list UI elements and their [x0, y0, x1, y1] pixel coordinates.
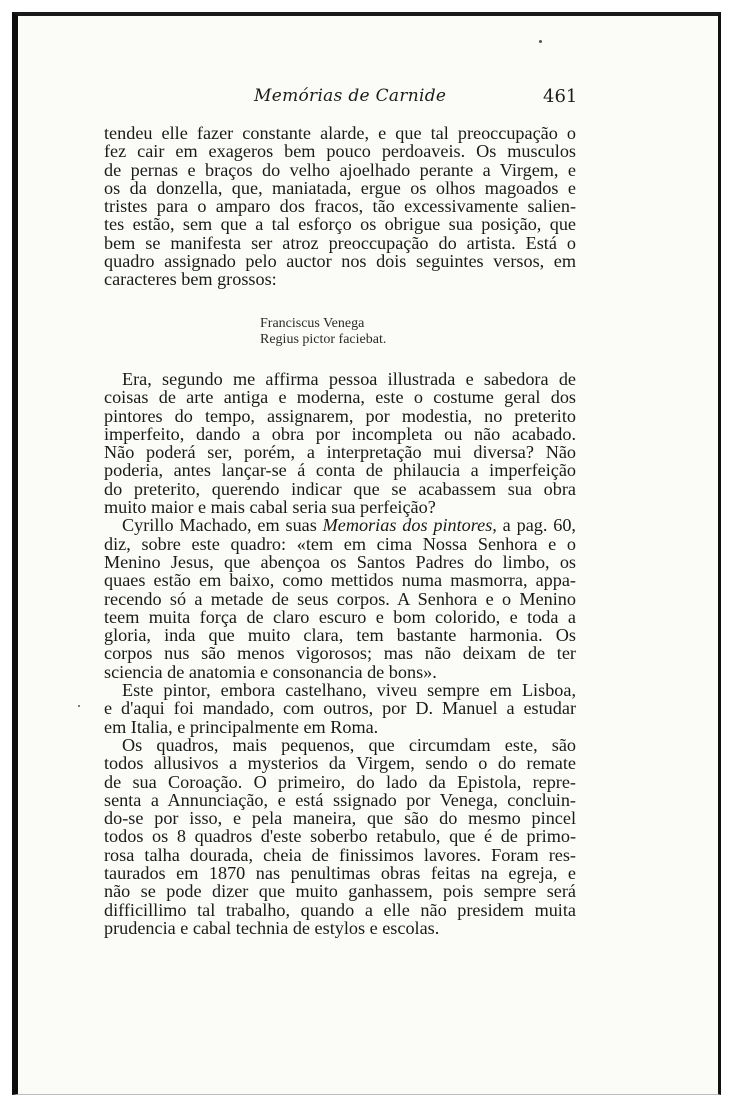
text-line: de sua Coroação. O primeiro, do lado da Epistola, repre-: [104, 771, 576, 792]
text-line: quaes estão em baixo, como mettidos numa masmorra, appa-: [104, 570, 576, 591]
running-head: [0, 86, 733, 110]
paragraph-1: [104, 124, 576, 289]
text-line: Este pintor, embora castelhano, viveu sempre em Lisboa,: [122, 680, 576, 701]
text-line: fez cair em exageros bem pouco perdoaveis. Os musculos: [104, 141, 576, 162]
text-line: gloria, inda que muito clara, tem bastante harmonia. Os: [104, 625, 576, 646]
signature-line: Franciscus Venega: [260, 316, 365, 331]
text-line: de pernas e braços do velho ajoelhado perante a Virgem, e: [104, 159, 576, 180]
text-line: corpos nus são menos vigorosos; mas não deixam de ter: [104, 643, 576, 664]
text-line: todos os 8 quadros d'este soberbo retabulo, que é de primo-: [104, 826, 576, 847]
text-line: todos allusivos a mysterios da Virgem, sendo o do remate: [104, 753, 576, 774]
text-line: recendo só a metade de seus corpos. A Senhora e o Menino: [104, 588, 576, 609]
text-line: os da donzella, que, maniatada, ergue os olhos magoados e: [104, 177, 576, 198]
page-number: 461: [543, 86, 578, 107]
text-line: coisas de arte antiga e moderna, este o costume geral dos: [104, 387, 576, 408]
text-line: do preterito, querendo indicar que se acabassem sua obra: [104, 478, 576, 499]
text-line: muito maior e mais cabal seria sua perfeição?: [104, 497, 436, 518]
text-line: Não poderá ser, porém, a interpretação mui diversa? Não: [104, 442, 576, 463]
signature-line: Regius pictor faciebat.: [260, 332, 387, 347]
text-line: tendeu elle fazer constante alarde, e que tal preoccupação o: [104, 123, 576, 143]
text-line: quadro assignado pelo auctor nos dois seguintes versos, em: [104, 251, 576, 272]
book-title: Memorias dos pintores,: [322, 515, 497, 536]
text-line: difficillimo tal trabalho, quando a elle não presidem muita: [104, 899, 576, 920]
painter-signature: [260, 316, 386, 348]
text-line: sciencia de anatomia e consonancia de bons».: [104, 661, 437, 682]
text-line: taurados em 1870 nas penultimas obras feitas na egreja, e: [104, 863, 576, 884]
text-line: bem se manifesta ser atroz preoccupação do artista. Está o: [104, 232, 576, 253]
text-line: pintores do tempo, assignarem, por modestia, no preterito: [104, 405, 576, 426]
text-line: imperfeito, dando a obra por incompleta ou não acabado.: [104, 423, 576, 444]
main-text: [104, 370, 576, 937]
running-title: Memórias de Carnide: [254, 86, 447, 106]
text-line: rosa talha dourada, cheia de finissimos lavores. Foram res-: [104, 844, 576, 865]
text-line: Era, segundo me affirma pessoa illustrada e sabedora de: [122, 369, 576, 389]
text-line: Os quadros, mais pequenos, que circumdam este, são: [122, 734, 576, 755]
text-line: senta a Annunciação, e está ssignado por Venega, concluin-: [104, 789, 576, 810]
text-line: do-se por isso, e pela maneira, que são do mesmo pincel: [104, 808, 576, 829]
text-line: caracteres bem grossos:: [104, 269, 277, 290]
text-segment: a pag. 60,: [496, 515, 576, 536]
text-line: tristes para o amparo dos fracos, tão excessivamente salien-: [104, 196, 576, 217]
text-line: não se pode dizer que muito ganhassem, pois sempre será: [104, 881, 576, 902]
text-line: [104, 516, 576, 534]
text-line: diz, sobre este quadro: «tem em cima Nossa Senhora e o: [104, 533, 576, 554]
text-line: tes estão, sem que a tal esforço os obrigue sua posição, que: [104, 214, 576, 235]
text-line: Menino Jesus, que abençoa os Santos Padres do limbo, os: [104, 551, 576, 572]
text-line: teem muita força de claro escuro e bom colorido, e toda a: [104, 606, 576, 627]
text-line: e d'aqui foi mandado, com outros, por D. Manuel a estudar: [104, 698, 576, 719]
text-line: em Italia, e principalmente em Roma.: [104, 716, 379, 737]
ink-speck: [78, 705, 80, 707]
text-line: poderia, antes lançar-se á conta de philaucia a imperfeição: [104, 460, 576, 481]
text-segment: Cyrillo Machado, em suas: [122, 515, 323, 536]
text-line: prudencia e cabal technia de estylos e escolas.: [104, 917, 440, 938]
ink-speck: [539, 40, 542, 43]
